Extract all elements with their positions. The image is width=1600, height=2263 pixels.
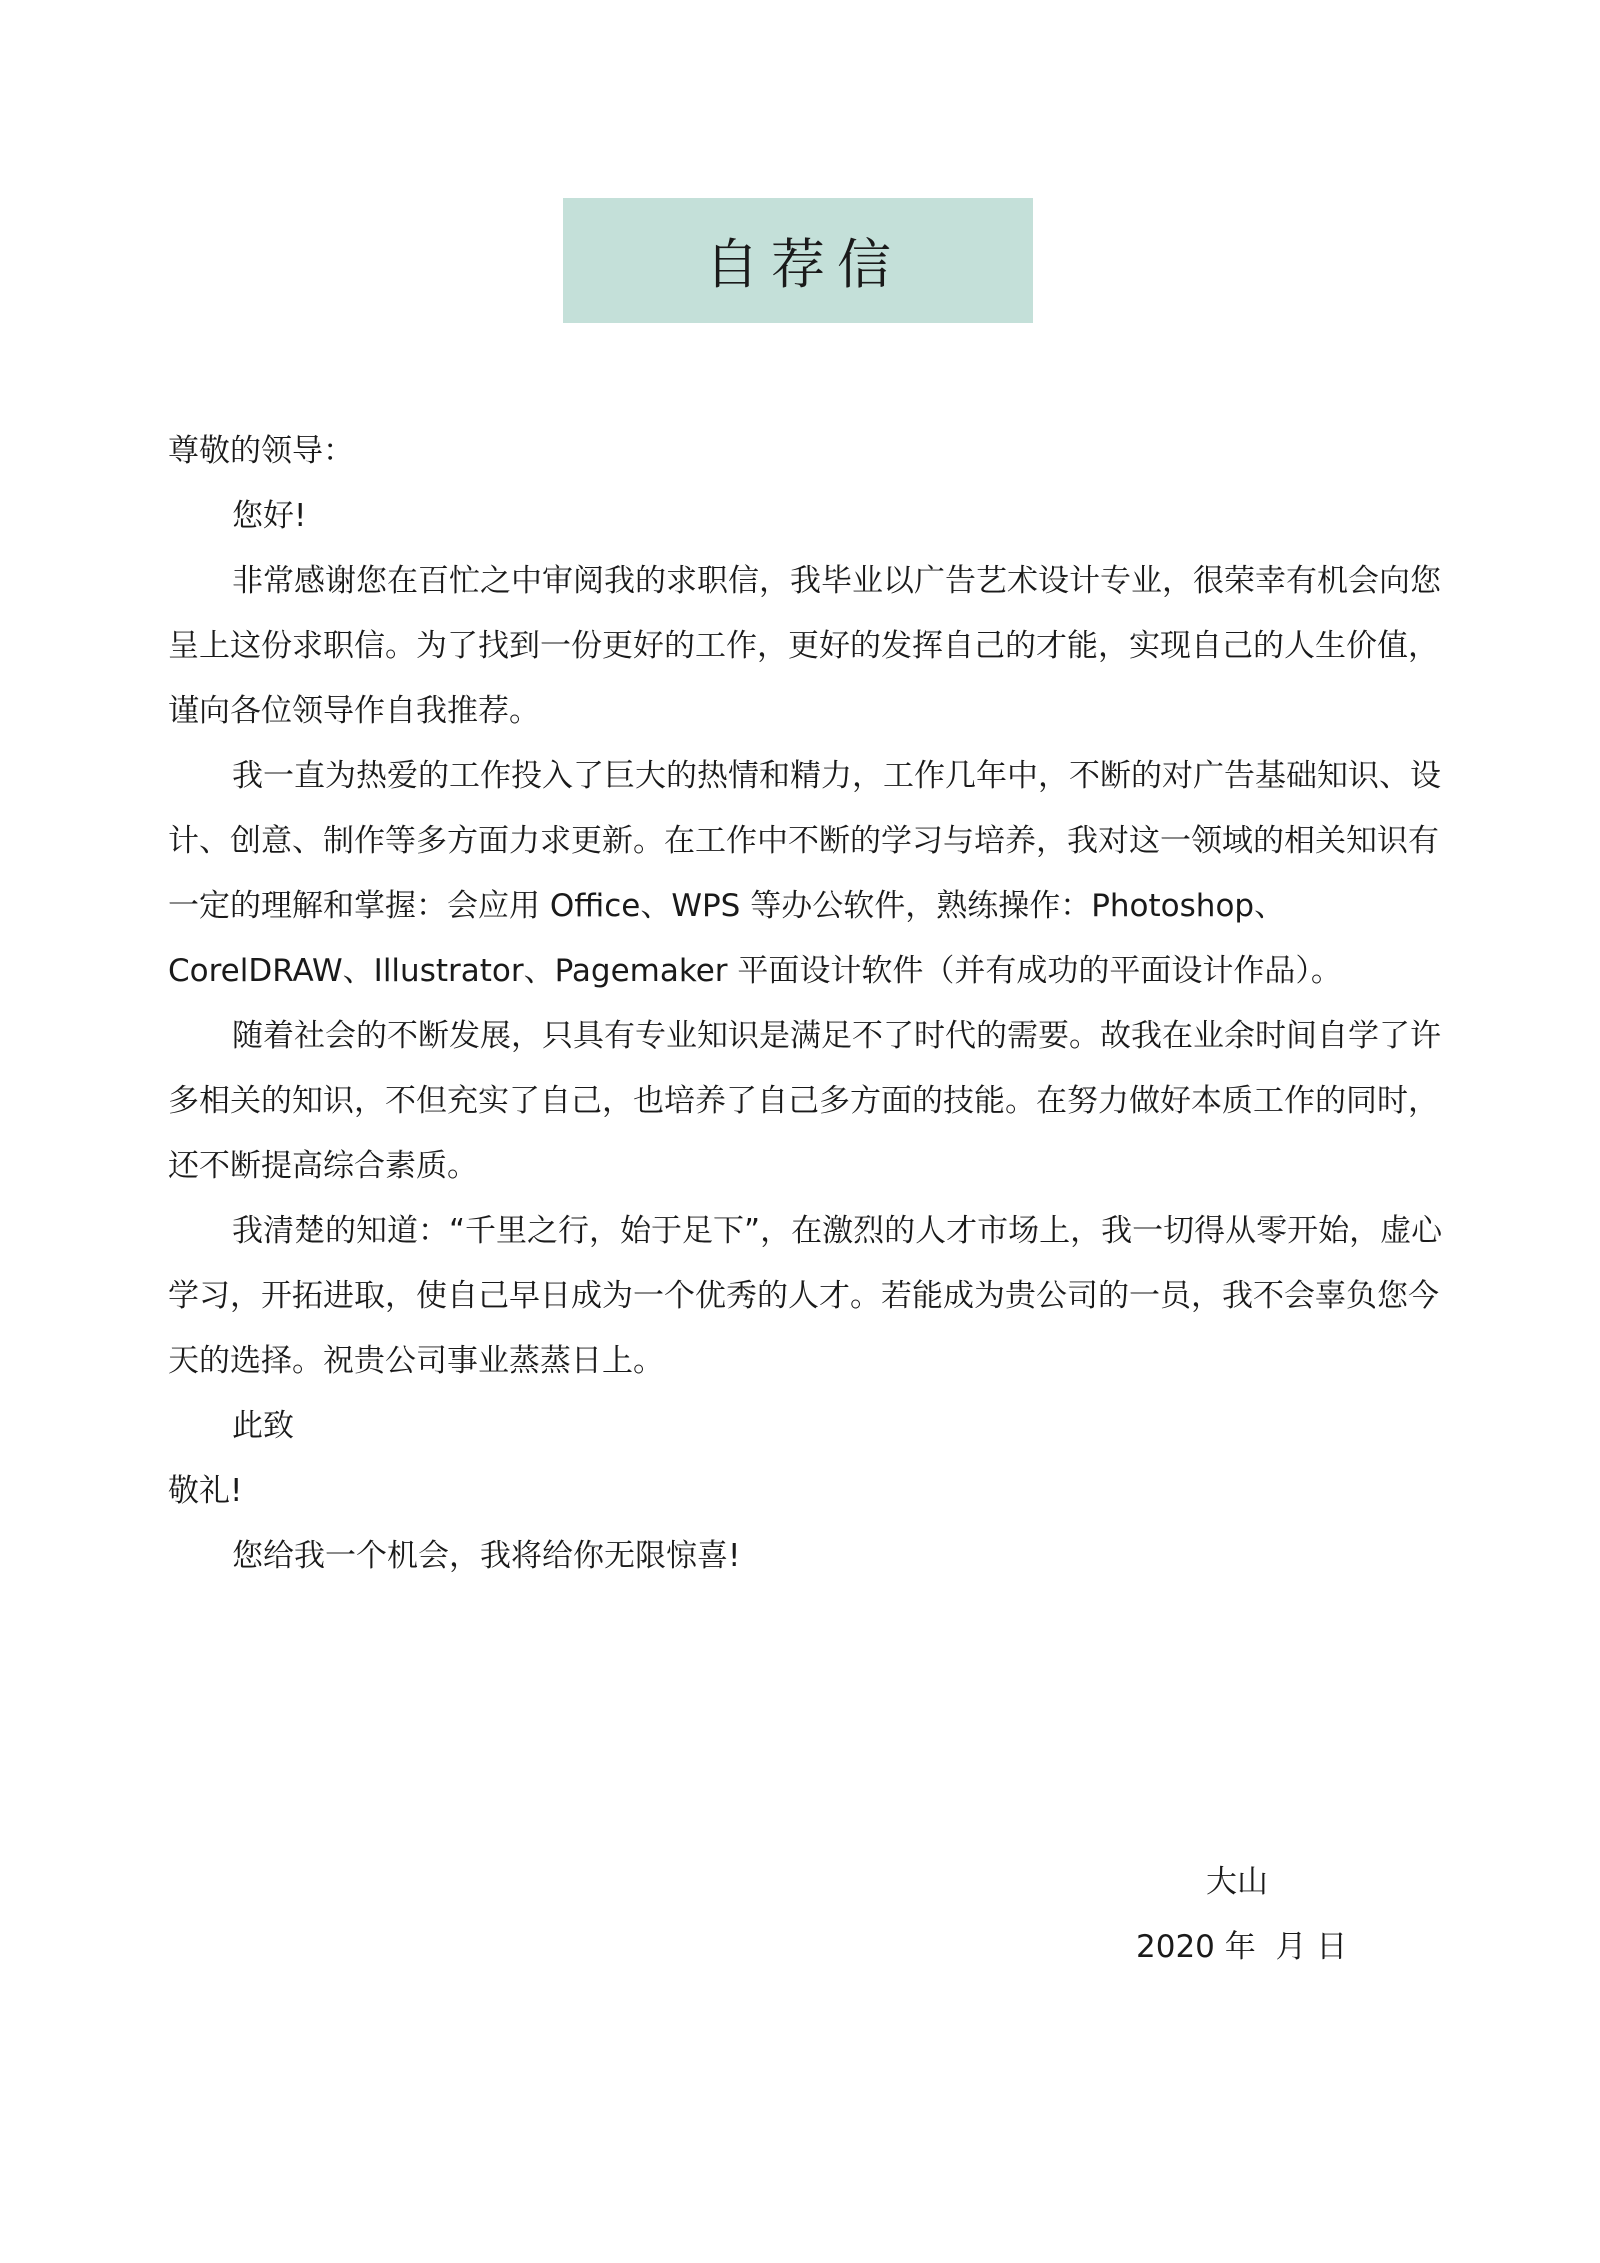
greeting: 您好! <box>232 498 307 534</box>
signature-name: 大山 <box>1206 1864 1268 1900</box>
paragraph-learning: 随着社会的不断发展，只具有专业知识是满足不了时代的需要。故我在业余时间自学了许多相关的知识，不但充实了自己，也培养了自己多方面的技能。在努力做好本质工作的同时，还不断提高综合素质。 <box>168 1018 1441 1184</box>
regards: 敬礼! <box>168 1473 243 1509</box>
signature-date: 2020 年 月 日 <box>1136 1929 1348 1965</box>
final-line: 您给我一个机会，我将给你无限惊喜! <box>232 1538 741 1574</box>
paragraph-experience: 我一直为热爱的工作投入了巨大的热情和精力，工作几年中，不断的对广告基础知识、设计、创意、制作等多方面力求更新。在工作中不断的学习与培养，我对这一领域的相关知识有一定的理解和掌握：会应用 Office、WPS 等办公软件，熟练操作：Photoshop、CorelDRAW、Illustrator、Pagemaker 平面设计软件（并有成功的平面设计作品）。 <box>168 758 1441 989</box>
closing: 此致 <box>232 1408 294 1444</box>
title-banner <box>563 198 1033 323</box>
paragraph-intro: 非常感谢您在百忙之中审阅我的求职信，我毕业以广告艺术设计专业，很荣幸有机会向您呈上这份求职信。为了找到一份更好的工作，更好的发挥自己的才能，实现自己的人生价值，谨向各位领导作自我推荐。 <box>168 563 1441 729</box>
salutation: 尊敬的领导： <box>168 433 354 469</box>
paragraph-commitment: 我清楚的知道：“千里之行，始于足下”，在激烈的人才市场上，我一切得从零开始，虚心学习，开拓进取，使自己早日成为一个优秀的人才。若能成为贵公司的一员，我不会辜负您今天的选择。祝贵公司事业蒸蒸日上。 <box>168 1213 1443 1379</box>
page-title: 自荐信 <box>705 233 903 296</box>
letter-body <box>168 419 1468 1589</box>
